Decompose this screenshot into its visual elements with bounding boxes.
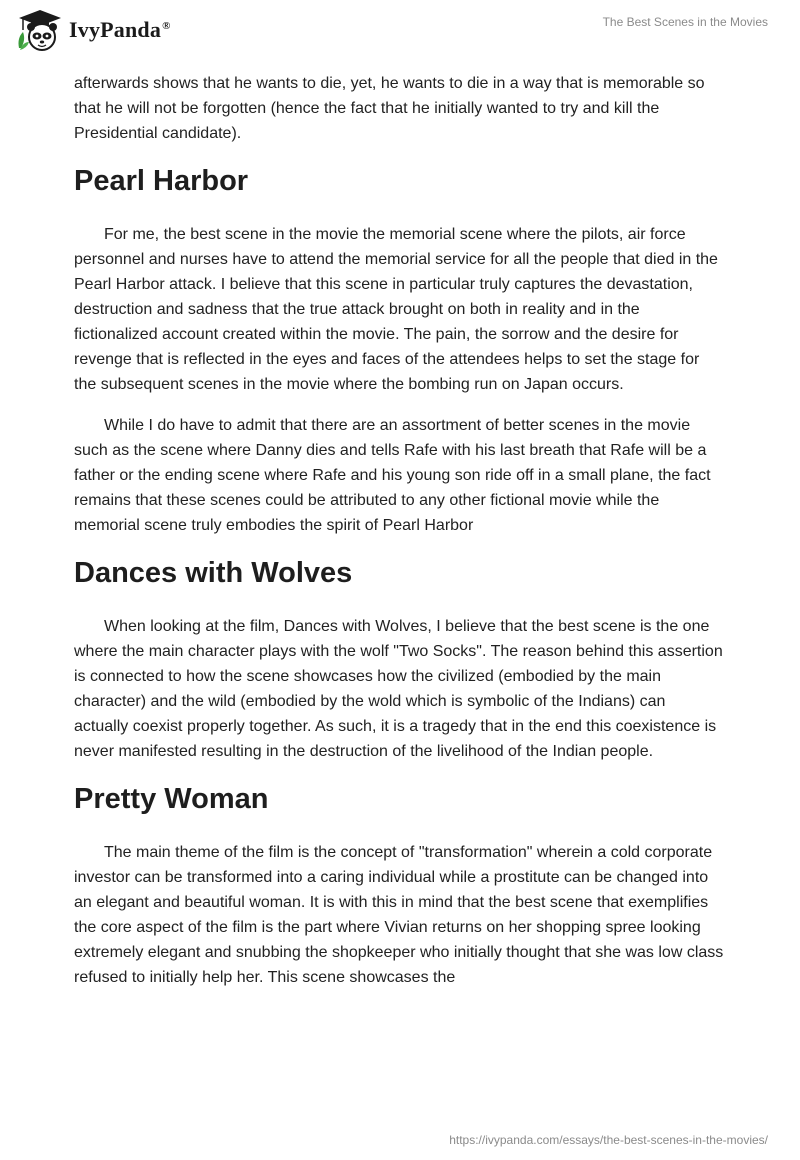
heading-dances-with-wolves: Dances with Wolves — [74, 557, 353, 589]
paragraph-pretty-woman-1: The main theme of the film is the concept of "transformation" wherein a cold corporate investor can be transformed into a caring individual while a prostitute can be changed into an elegant and beautiful woman. It is with this in mind that the best scene that exemplifies the core aspect of the film is the part where Vivian returns on her shopping spree looking extremely elegant and snubbing the shopkeeper who initially thought that she was low class refused to initially help her. This scene showcases the — [74, 844, 724, 986]
registered-mark: ® — [162, 19, 171, 32]
paragraph-intro: afterwards shows that he wants to die, yet, he wants to die in a way that is memorable so that he will not be forgotten (hence the fact that he initially wanted to try and kill the Presidential candidate). — [74, 75, 705, 142]
paragraph-pearl-harbor-2: While I do have to admit that there are an assortment of better scenes in the movie such as the scene where Danny dies and tells Rafe with his last breath that Rafe will be a father or the ending scene where Rafe and his young son ride off in a small plane, the fact remains that these scenes could be attributed to any other fictional movie while the memorial scene truly embodies the spirit of Pearl Harbor — [74, 417, 711, 534]
document-title: The Best Scenes in the Movies — [602, 15, 768, 29]
heading-pearl-harbor: Pearl Harbor — [74, 165, 249, 197]
heading-pretty-woman: Pretty Woman — [74, 783, 269, 815]
ivypanda-logo[interactable] — [17, 8, 171, 52]
paragraph-pearl-harbor-1: For me, the best scene in the movie the memorial scene where the pilots, air force personnel and nurses have to attend the memorial service for all the people that died in the Pearl Harbor attack. I believe that this scene in particular truly captures the devastation, destruction and sadness that the true attack brought on both in reality and in the fictionalized account created within the movie. The pain, the sorrow and the desire for revenge that is reflected in the eyes and faces of the attendees helps to set the stage for the subsequent scenes in the movie where the bombing run on Japan occurs. — [74, 226, 718, 393]
source-url[interactable]: https://ivypanda.com/essays/the-best-scenes-in-the-movies/ — [449, 1133, 768, 1147]
paragraph-dances-with-wolves-1: When looking at the film, Dances with Wolves, I believe that the best scene is the one where the main character plays with the wolf "Two Socks". The reason behind this assertion is connected to how the scene showcases how the civilized (embodied by the main character) and the wild (embodied by the wold which is symbolic of the Indians) can actually coexist properly together. As such, it is a tragedy that in the end this coexistence is never manifested resulting in the destruction of the livelihood of the Indian people. — [74, 618, 723, 760]
page-header — [0, 0, 800, 60]
brand-name: IvyPanda® — [69, 17, 171, 42]
essay-body — [74, 71, 724, 1006]
panda-mascot-icon — [17, 8, 63, 52]
